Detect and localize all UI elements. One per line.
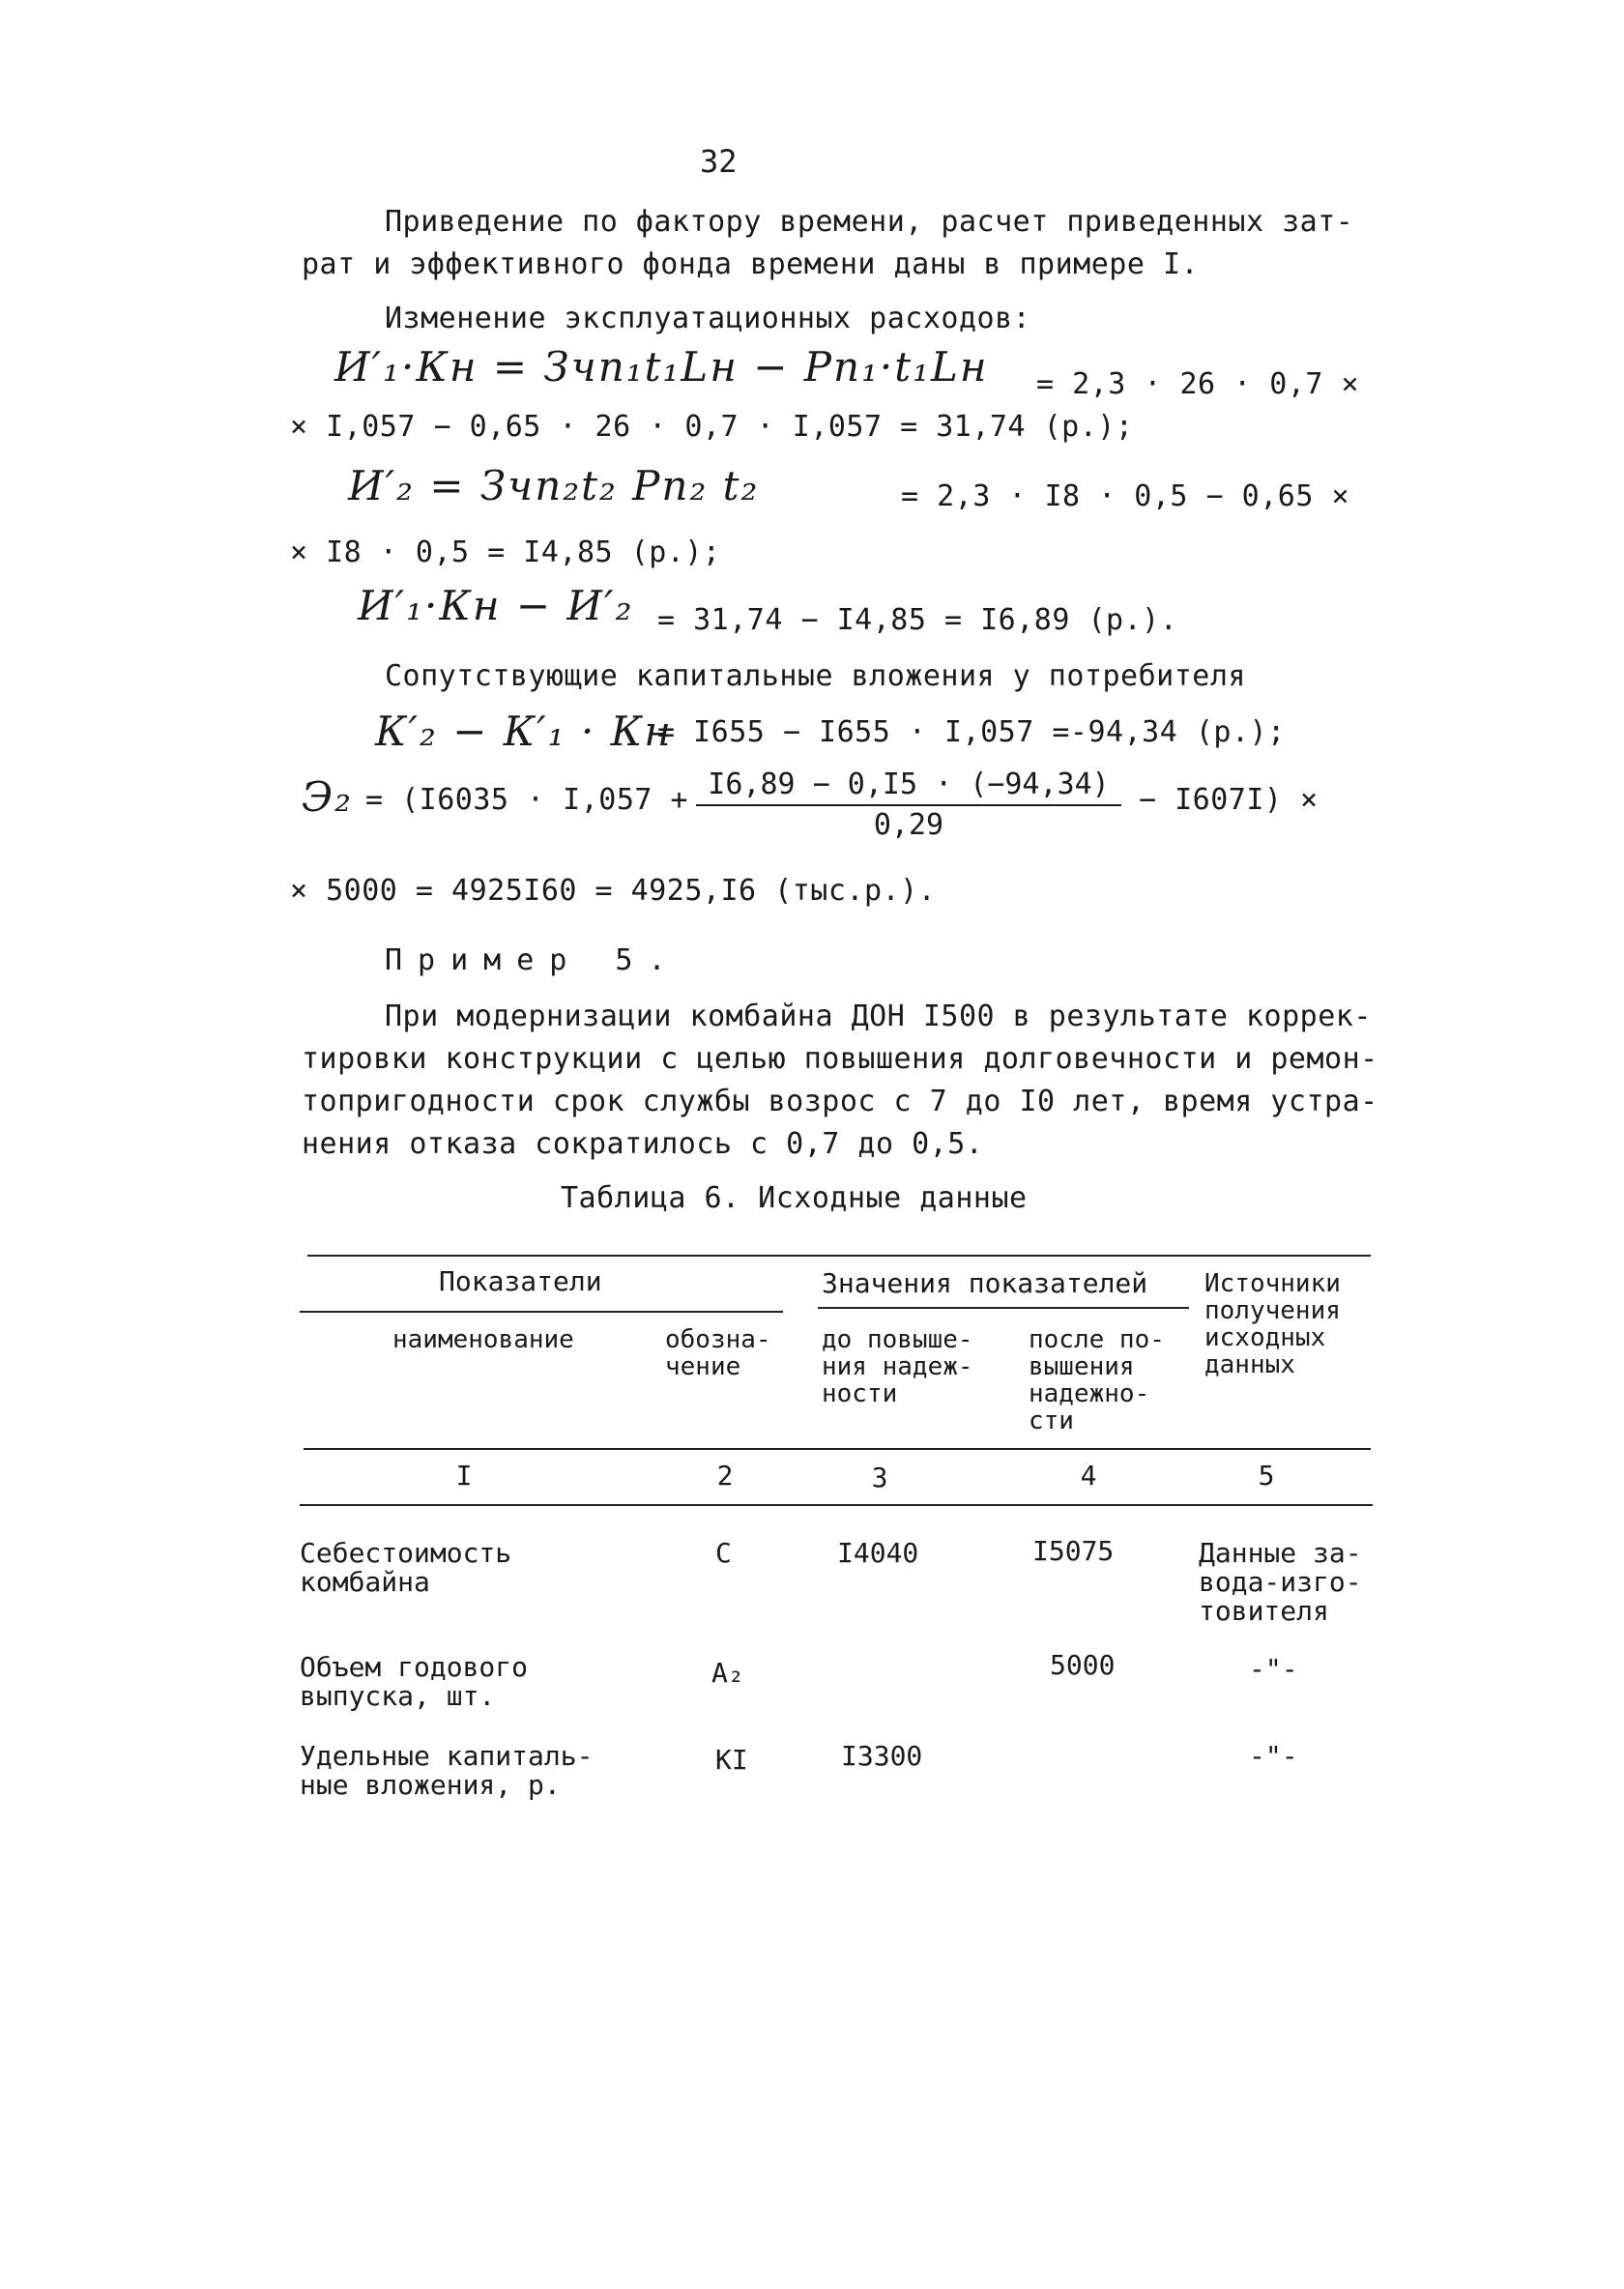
table-row-2-source: -"- xyxy=(1249,1653,1298,1685)
table-rule-indicators xyxy=(300,1311,783,1313)
paragraph-line: рат и эффективного фонда времени даны в примере I. xyxy=(302,247,1200,281)
header-before xyxy=(822,1326,973,1407)
col-number: I xyxy=(455,1460,473,1492)
table-rule-top xyxy=(307,1255,1371,1257)
formula-lhs: И′₂ = Зчn₂t₂ Рn₂ t₂ xyxy=(348,462,760,509)
paragraph-line: При модернизации комбайна ДОН I500 в результате коррек- xyxy=(385,1000,1372,1033)
table-row-3-name xyxy=(300,1742,593,1800)
fraction-denominator: 0,29 xyxy=(873,808,944,842)
paragraph-line: тировки конструкции с целью повышения долговечности и ремон- xyxy=(302,1042,1378,1076)
col-number: 2 xyxy=(716,1460,734,1492)
header-before-line: ности xyxy=(822,1379,898,1408)
header-symbol-line: обозна- xyxy=(665,1325,771,1354)
example-title: Пример 5. xyxy=(385,943,682,977)
paragraph-line: нения отказа сократилось с 0,7 до 0,5. xyxy=(302,1127,984,1161)
table-row-1-symbol: С xyxy=(715,1537,732,1569)
formula-rhs: × 5000 = 4925I60 = 4925,I6 (тыс.р.). xyxy=(290,874,937,908)
formula-rhs: × I8 · 0,5 = I4,85 (р.); xyxy=(290,536,721,569)
page-number: 32 xyxy=(700,143,738,180)
fraction xyxy=(696,766,1121,845)
table-row-1-before: I4040 xyxy=(837,1537,919,1569)
fraction-numerator: I6,89 − 0,I5 · (−94,34) xyxy=(696,766,1121,806)
row-name-line: Себестоимость xyxy=(300,1537,512,1569)
table-rule-header-bottom xyxy=(304,1448,1371,1450)
header-indicators: Показатели xyxy=(439,1265,602,1297)
paragraph-line: Приведение по фактору времени, расчет приведенных зат- xyxy=(385,205,1354,239)
table-caption: Таблица 6. Исходные данные xyxy=(561,1181,1028,1215)
header-values: Значения показателей xyxy=(822,1267,1148,1299)
table-row-2-after: 5000 xyxy=(1050,1649,1116,1681)
formula-part: − I607I) × xyxy=(1139,783,1319,817)
formula-lhs: Э₂ xyxy=(302,773,353,821)
header-sources-line: Источники xyxy=(1204,1269,1341,1298)
header-before-line: ния надеж- xyxy=(822,1352,973,1381)
table-row-3-before: I3300 xyxy=(841,1740,923,1772)
row-name-line: Объем годового xyxy=(300,1651,529,1683)
header-after-line: вышения xyxy=(1029,1352,1135,1381)
header-sources xyxy=(1204,1270,1341,1378)
table-row-3-symbol: КI xyxy=(715,1744,748,1776)
table-rule-colnums xyxy=(300,1504,1373,1506)
formula-rhs: × I,057 − 0,65 · 26 · 0,7 · I,057 = 31,74 (р.); xyxy=(290,410,1134,444)
formula-part: = (I6035 · I,057 + xyxy=(365,783,689,817)
table-row-2-name xyxy=(300,1653,528,1711)
formula-lhs: И′₁·Кн = Зчn₁t₁Lн − Рn₁·t₁Lн xyxy=(334,343,989,391)
formula-rhs: = I655 − I655 · I,057 =-94,34 (р.); xyxy=(657,715,1286,749)
table-row-1-after: I5075 xyxy=(1032,1535,1115,1567)
formula-lhs: К′₂ − К′₁ · Кн xyxy=(375,708,673,755)
table-row-3-source: -"- xyxy=(1249,1740,1298,1772)
header-symbol xyxy=(665,1326,771,1380)
header-sources-line: данных xyxy=(1204,1350,1295,1379)
header-name: наименование xyxy=(392,1325,574,1354)
row-source-line: товителя xyxy=(1199,1595,1329,1627)
row-source-line: вода-изго- xyxy=(1199,1566,1362,1598)
paragraph-line: топригодности срок службы возрос с 7 до I0 лет, время устра- xyxy=(302,1085,1378,1118)
header-after-line: сти xyxy=(1029,1406,1074,1435)
header-after xyxy=(1029,1326,1165,1434)
header-sources-line: получения xyxy=(1204,1296,1341,1325)
col-number: 5 xyxy=(1258,1460,1275,1492)
header-after-line: надежно- xyxy=(1029,1379,1150,1408)
header-before-line: до повыше- xyxy=(822,1325,973,1354)
header-sources-line: исходных xyxy=(1204,1323,1326,1352)
table-row-1-name xyxy=(300,1539,511,1597)
formula-rhs: = 31,74 − I4,85 = I6,89 (р.). xyxy=(657,603,1178,637)
section-label: Изменение эксплуатационных расходов: xyxy=(385,302,1031,335)
table-row-2-symbol: А₂ xyxy=(711,1657,744,1689)
col-number: 3 xyxy=(871,1462,888,1493)
row-name-line: Удельные капиталь- xyxy=(300,1740,594,1772)
row-name-line: комбайна xyxy=(300,1566,430,1598)
row-source-line: Данные за- xyxy=(1199,1537,1362,1569)
col-number: 4 xyxy=(1080,1460,1097,1492)
table-row-1-source xyxy=(1199,1539,1362,1626)
header-symbol-line: чение xyxy=(665,1352,741,1381)
row-name-line: ные вложения, р. xyxy=(300,1769,561,1801)
formula-lhs: И′₁·Кн − И′₂ xyxy=(358,582,634,629)
formula-rhs: = 2,3 · I8 · 0,5 − 0,65 × xyxy=(901,479,1350,513)
header-after-line: после по- xyxy=(1029,1325,1165,1354)
table-rule-values xyxy=(818,1307,1189,1309)
row-name-line: выпуска, шт. xyxy=(300,1680,496,1712)
section-label: Сопутствующие капитальные вложения у потребителя xyxy=(385,659,1246,693)
formula-rhs: = 2,3 · 26 · 0,7 × xyxy=(1036,367,1360,401)
